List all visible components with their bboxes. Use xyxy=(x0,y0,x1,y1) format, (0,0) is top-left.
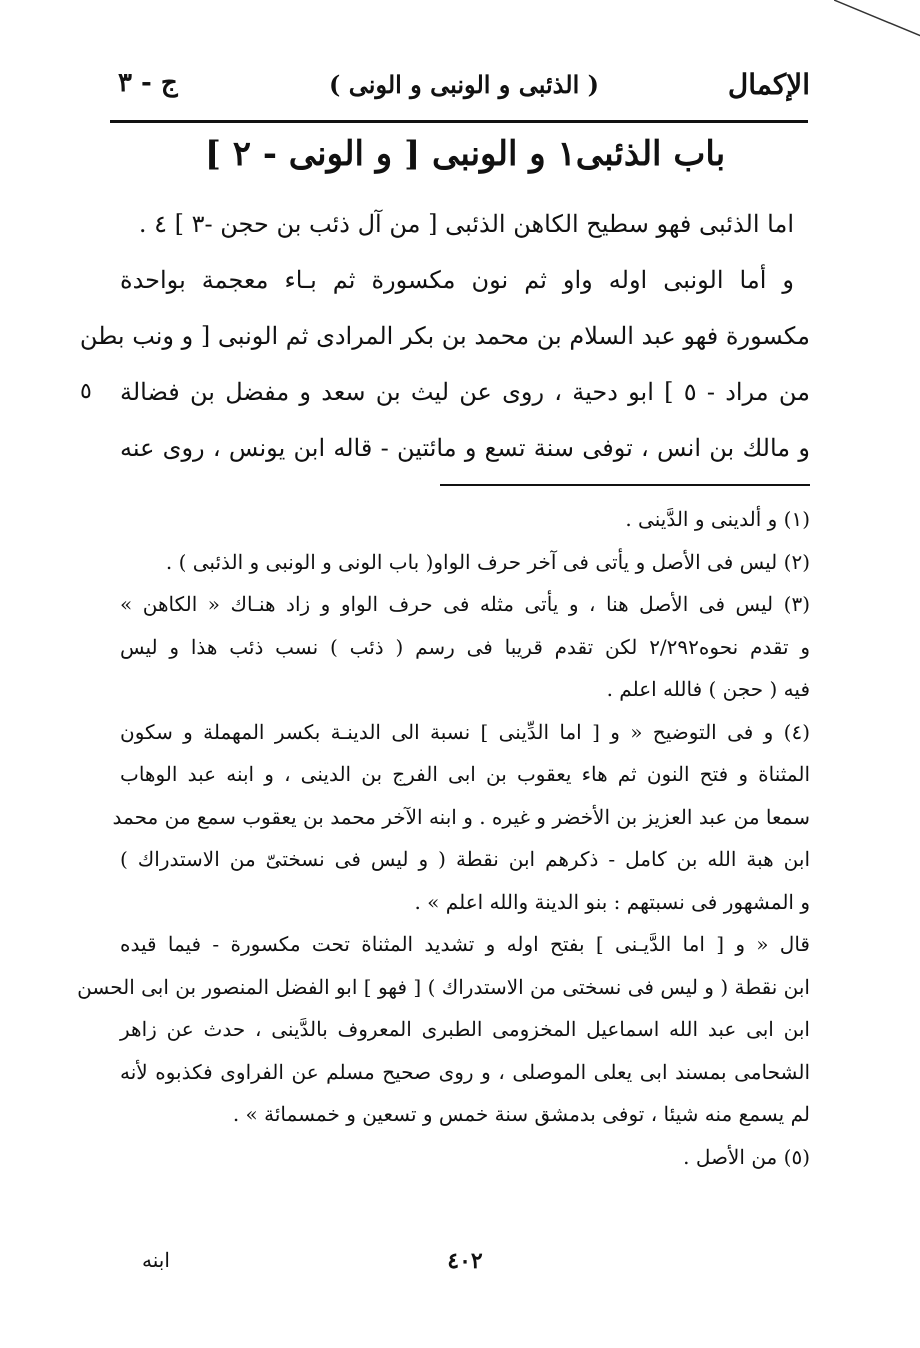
footnote-line: ابن هبة الله بن كامل - ذكرهم ابن نقطة ( و ليس فى نسختىّ من الاستدراك ) xyxy=(120,847,810,871)
footnotes xyxy=(77,498,810,1178)
footnote-line: فيه ( حجن ) فالله اعلم . xyxy=(606,677,810,701)
footnote-line: الشحامى بمسند ابى يعلى الموصلى ، و روى صحيح مسلم عن الفراوى فكذبوه لأنه xyxy=(120,1059,810,1084)
footnote-line: و المشهور فى نسبتهم : بنو الدينة والله اعلم » . xyxy=(414,889,810,914)
footnote-line: ابن ابى عبد الله اسماعيل المخزومى الطبرى المعروف بالدَّينى ، حدث عن زاهر xyxy=(120,1017,810,1041)
scan-corner-line xyxy=(834,0,920,40)
section-title: ( الذئبى و الونبى و الونى ) xyxy=(329,70,599,99)
footnote-line: (٤) و فى التوضيح « و [ اما الدِّينى ] نسبة الى الدينـة بكسر المهملة و سكون xyxy=(120,719,810,744)
body-line-with-number xyxy=(80,364,811,420)
body-line: و أما الونبى اوله واو ثم نون مكسورة ثم بـاء معجمة بواحدة xyxy=(120,266,794,294)
main-text xyxy=(79,196,811,476)
footnote-rule xyxy=(440,484,810,486)
footnote-line: (٢) ليس فى الأصل و يأتى فى آخر حرف الواو( باب الونى و الونبى و الذئبى ) . xyxy=(165,549,810,574)
page-number: ٤٠٢ xyxy=(447,1248,483,1274)
footnote-line: قال « و [ اما الدَّيـنى ] بفتح اوله و تشديد المثناة تحت مكسورة - فيما قيده xyxy=(120,932,810,956)
footnote-line: (٥) من الأصل . xyxy=(683,1144,810,1169)
body-line: اما الذئبى فهو سطيح الكاهن الذئبى [ من آل ذئب بن حجن -٣ ] ٤ . xyxy=(138,210,794,238)
footnote-line: المثناة و فتح النون ثم هاء يعقوب بن ابى الفرج بن الدينى ، و ابنه عبد الوهاب xyxy=(120,762,810,786)
footnote-line: (٣) ليس فى الأصل هنا ، و يأتى مثله فى حرف الواو و زاد هنـاك « الكاهن » xyxy=(120,592,810,616)
header-rule xyxy=(110,120,808,123)
body-line: و مالك بن انس ، توفى سنة تسع و مائتين - قاله ابن يونس ، روى عنه xyxy=(120,434,810,462)
footnote-line: سمعا من عبد العزيز بن الأخضر و غيره . و ابنه الآخر محمد بن يعقوب سمع من محمد xyxy=(112,804,810,829)
footnote-line: و تقدم نحوه٢/٢٩٢ لكن تقدم قريبا فى رسم ( ذئب ) نسب ذئب هذا و ليس xyxy=(120,634,810,659)
chapter-title: باب الذئبى١ و الونبى [ و الونى - ٢ ] xyxy=(204,134,726,174)
volume-number: ج - ٣ xyxy=(118,68,178,98)
body-line: مكسورة فهو عبد السلام بن محمد بن بكر المرادى ثم الونبى [ و ونب بطن xyxy=(79,322,810,350)
book-title: الإكمال xyxy=(727,68,810,101)
footnote-line: (١) و ألدينى و الدَّينى . xyxy=(625,507,810,531)
margin-line-number: ٥ xyxy=(80,379,92,404)
footnote-line: ابن نقطة ( و ليس فى نسختى من الاستدراك ) [ فهو ] ابو الفضل المنصور بن ابى الحسن xyxy=(77,974,810,999)
page-footer xyxy=(120,1248,810,1288)
footnote-line: لم يسمع منه شيئا ، توفى بدمشق سنة خمس و تسعين و خمسمائة » . xyxy=(232,1102,810,1126)
running-header xyxy=(118,60,810,116)
body-line-text: من مراد - ٥ ] ابو دحية ، روى عن ليث بن سعد و مفضل بن فضالة xyxy=(120,378,811,406)
catchword: ابنه xyxy=(142,1248,170,1272)
